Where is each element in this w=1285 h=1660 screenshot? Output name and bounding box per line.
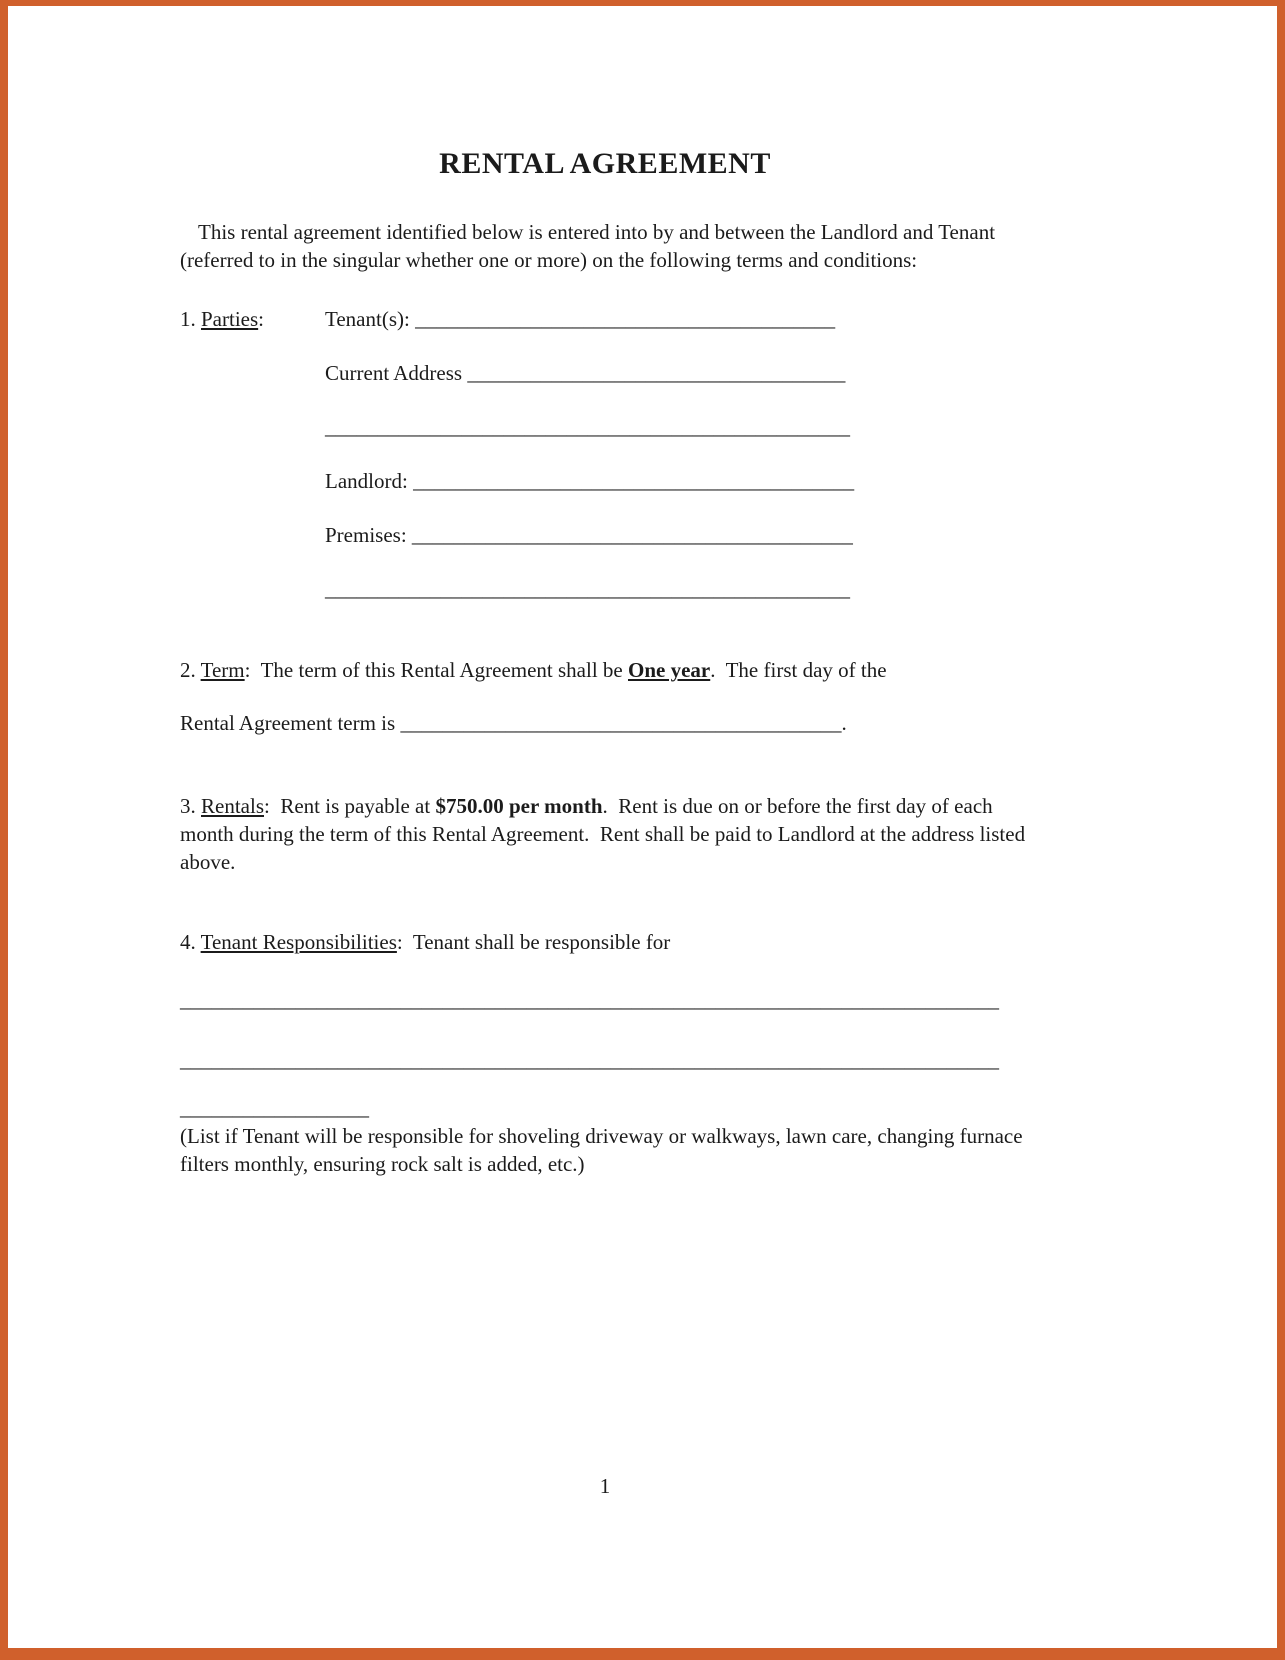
section-parties-heading-colon: :: [258, 307, 264, 331]
document-title: RENTAL AGREEMENT: [439, 147, 771, 180]
blank-line-landlord: __________________________________________: [413, 469, 855, 493]
section-responsibilities-heading-text: Tenant Responsibilities: [200, 930, 397, 954]
document-content: [180, 146, 1030, 1178]
term-start-date-line: [180, 709, 1030, 737]
page-number: 1: [599, 1474, 611, 1498]
blank-line-term-start-date: __________________________________________: [400, 711, 842, 735]
blank-line-responsibilities-3: __________________: [180, 1096, 369, 1120]
field-label-tenants: Tenant(s):: [325, 307, 416, 331]
rentals-text-a: : Rent is payable at: [264, 794, 436, 818]
section-parties: [180, 306, 1030, 630]
term-start-date-period: .: [841, 711, 847, 735]
term-value: One year: [628, 658, 711, 682]
responsibilities-text-a: : Tenant shall be responsible for: [396, 930, 671, 954]
field-label-landlord: Landlord:: [325, 469, 414, 493]
section-rentals-heading-text: Rentals: [201, 794, 264, 818]
blank-line-premises-continued: __________________________________________________: [325, 577, 850, 601]
form-field-premises-continued: [325, 576, 1030, 603]
blank-line-address-continued: __________________________________________________: [325, 415, 850, 439]
rentals-paragraph: [180, 792, 1030, 876]
responsibilities-note: (List if Tenant will be responsible for shoveling driveway or walkways, lawn care, changing furnace filters monthly, ensuring rock salt is added, etc.): [180, 1124, 1023, 1176]
parties-fields: [325, 306, 1030, 630]
intro-paragraph: This rental agreement identified below is entered into by and between the Landlord and Tenant (referred to in the singular whether one or more) on the following terms and conditions:: [180, 220, 1001, 272]
term-sentence: [180, 656, 1030, 684]
rentals-text-b: . Rent is due on or before the first day of each month during the term of this Rental Agreement. Rent shall be paid to Landlord at the address listed above.: [180, 794, 1031, 874]
blank-line-responsibilities-2: ______________________________________________________________________________: [180, 1048, 999, 1072]
section-responsibilities-number: 4.: [180, 930, 201, 954]
field-label-premises: Premises:: [325, 523, 412, 547]
responsibilities-heading-line: [180, 928, 1030, 956]
blank-line-current-address: ____________________________________: [467, 361, 846, 385]
field-label-current-address: Current Address: [325, 361, 468, 385]
term-start-date-label: Rental Agreement term is: [180, 711, 401, 735]
form-field-address-continued: [325, 414, 1030, 441]
blank-line-premises: __________________________________________: [411, 523, 853, 547]
section-tenant-responsibilities: [180, 928, 1030, 1178]
section-rentals: [180, 792, 1030, 876]
section-term-heading-text: Term: [200, 658, 245, 682]
blank-line-tenants: ________________________________________: [415, 307, 836, 331]
section-parties-heading-text: Parties: [201, 307, 259, 331]
term-text-b: . The first day of the: [710, 658, 887, 682]
rent-amount: $750.00 per month: [435, 794, 603, 818]
blank-line-responsibilities-1: ______________________________________________________________________________: [180, 988, 999, 1012]
form-field-landlord: [325, 468, 1030, 495]
section-rentals-number: 3.: [180, 794, 201, 818]
term-text-a: : The term of this Rental Agreement shall be: [244, 658, 628, 682]
section-term-number: 2.: [180, 658, 201, 682]
form-field-premises: [325, 522, 1030, 549]
form-field-current-address: [325, 360, 1030, 387]
section-parties-heading: [180, 306, 325, 333]
form-field-tenants: [325, 306, 1030, 333]
section-parties-number: 1.: [180, 307, 201, 331]
section-term: [180, 656, 1030, 737]
